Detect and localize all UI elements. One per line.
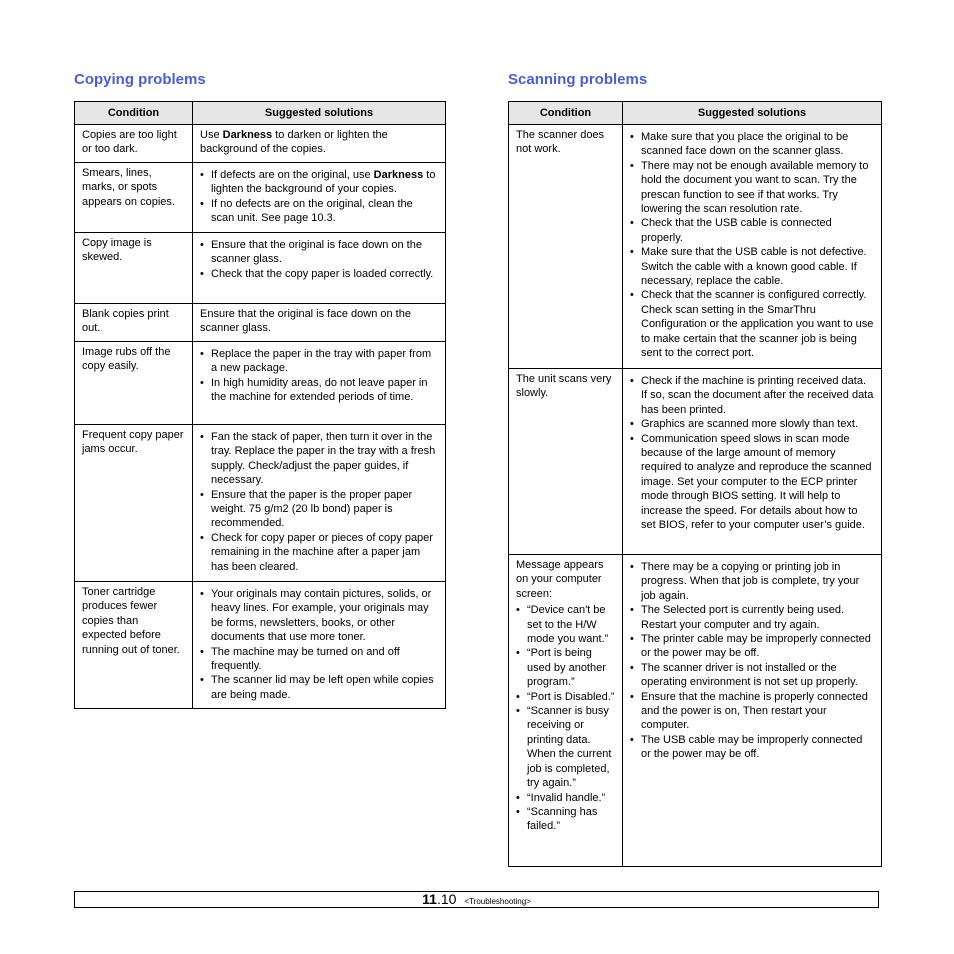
message-item: • “Port is being used by another program.” [516,646,616,689]
condition-cell: Smears, lines, marks, or spots appears on copies. [75,163,193,233]
message-list [516,603,616,834]
solution-item: • The scanner driver is not installed or the operating environment is not set up properly. [630,661,874,690]
table-row [75,125,446,163]
table-row [509,555,882,867]
condition-cell [509,555,623,867]
solution-cell [623,369,882,555]
table-row [75,425,446,582]
solution-item: • Replace the paper in the tray with paper from a new package. [200,347,438,376]
table-row [75,233,446,304]
condition-cell: Toner cartridge produces fewer copies than expected before running out of toner. [75,582,193,709]
solution-item: • Fan the stack of paper, then turn it over in the tray. Replace the paper in the tray with a fresh supply. Check/adjust the paper guides, if necessary. [200,430,438,488]
table-row [509,369,882,555]
copying-problems-table [74,101,446,709]
table-row [75,342,446,425]
condition-header: Condition [509,102,623,125]
solution-item: • Make sure that you place the original to be scanned face down on the scanner glass. [630,130,874,159]
table-header-row [75,102,446,125]
solution-cell: Ensure that the original is face down on the scanner glass. [193,304,446,342]
solution-item: • Communication speed slows in scan mode because of the large amount of memory required to analyze and reproduce the scanned image. Set your computer to the ECP printer mode through BIOS setting. It will help to increase the speed. For details about how to set BIOS, refer to your computer user’s guide. [630,432,874,533]
solution-item: • Ensure that the paper is the proper paper weight. 75 g/m2 (20 lb bond) paper is recommended. [200,488,438,531]
solution-cell [193,582,446,709]
darkness-term: Darkness [222,129,273,141]
message-item: • “Port is Disabled.” [516,690,616,704]
solution-item: • The Selected port is currently being used. Restart your computer and try again. [630,603,874,632]
darkness-term: Darkness [373,169,424,181]
solution-item: • Your originals may contain pictures, solids, or heavy lines. For example, your originals may be forms, newsletters, books, or other documents that use more toner. [200,587,438,645]
solution-cell [193,342,446,425]
condition-header: Condition [75,102,193,125]
solution-item: • Graphics are scanned more slowly than text. [630,417,874,431]
table-row [75,582,446,709]
solution-item: • Ensure that the original is face down on the scanner glass. [200,238,438,267]
solutions-header: Suggested solutions [193,102,446,125]
solution-item: • The printer cable may be improperly connected or the power may be off. [630,632,874,661]
solution-item: • Check that the scanner is configured correctly. Check scan setting in the SmarThru Configuration or the application you want to use to make certain that the scanner job is being sent to the correct port. [630,288,874,360]
condition-cell: Blank copies print out. [75,304,193,342]
solution-item: • There may be a copying or printing job in progress. When that job is complete, try your job again. [630,560,874,603]
condition-cell: Copy image is skewed. [75,233,193,304]
scanning-problems-table [508,101,882,867]
solution-item: • In high humidity areas, do not leave paper in the machine for extended periods of time. [200,376,438,405]
table-row [75,304,446,342]
solution-item: • Ensure that the machine is properly connected and the power is on, Then restart your computer. [630,690,874,733]
solution-item: • If no defects are on the original, clean the scan unit. See page 10.3. [200,197,438,226]
message-intro: Message appears on your computer screen: [516,559,604,600]
solution-item: • Check for copy paper or pieces of copy paper remaining in the machine after a paper jam has been cleared. [200,531,438,574]
solution-item: • There may not be enough available memory to hold the document you want to scan. Try the prescan function to see if that works. Try lowering the scan resolution rate. [630,159,874,217]
solution-cell [193,425,446,582]
condition-cell: The unit scans very slowly. [509,369,623,555]
solution-text: to darken or lighten the background of the copies. [200,129,388,156]
message-item: • “Scanning has failed.” [516,805,616,834]
message-item: • “Device can't be set to the H/W mode you want.” [516,603,616,646]
message-item: • “Invalid handle.” [516,791,616,805]
scanning-problems-title: Scanning problems [508,71,648,88]
condition-cell: The scanner does not work. [509,125,623,369]
solution-item: • If defects are on the original, use Darkness to lighten the background of your copies. [200,168,438,197]
condition-cell: Frequent copy paper jams occur. [75,425,193,582]
table-row [75,163,446,233]
condition-cell: Image rubs off the copy easily. [75,342,193,425]
condition-cell: Copies are too light or too dark. [75,125,193,163]
solution-cell [193,233,446,304]
solution-text: Use [200,129,223,141]
solution-cell [623,555,882,867]
copying-problems-title: Copying problems [74,71,206,88]
solution-cell [193,125,446,163]
table-header-row [509,102,882,125]
solution-cell [623,125,882,369]
message-item: • “Scanner is busy receiving or printing data. When the current job is completed, try again.” [516,704,616,790]
page-number-page: .10 [436,891,457,907]
solution-item: • Check if the machine is printing received data. If so, scan the document after the received data has been printed. [630,374,874,417]
solution-item: • The USB cable may be improperly connected or the power may be off. [630,733,874,762]
table-row [509,125,882,369]
solution-item: • Make sure that the USB cable is not defective. Switch the cable with a known good cable. If necessary, replace the cable. [630,245,874,288]
footer-section-label: <Troubleshooting> [464,897,531,906]
page-footer [74,891,879,908]
page-number-chapter: 11 [422,891,437,907]
solutions-header: Suggested solutions [623,102,882,125]
solution-item: • The scanner lid may be left open while copies are being made. [200,673,438,702]
solution-item: • Check that the USB cable is connected properly. [630,216,874,245]
solution-item: • Check that the copy paper is loaded correctly. [200,267,438,281]
solution-item: • The machine may be turned on and off frequently. [200,645,438,674]
solution-cell [193,163,446,233]
